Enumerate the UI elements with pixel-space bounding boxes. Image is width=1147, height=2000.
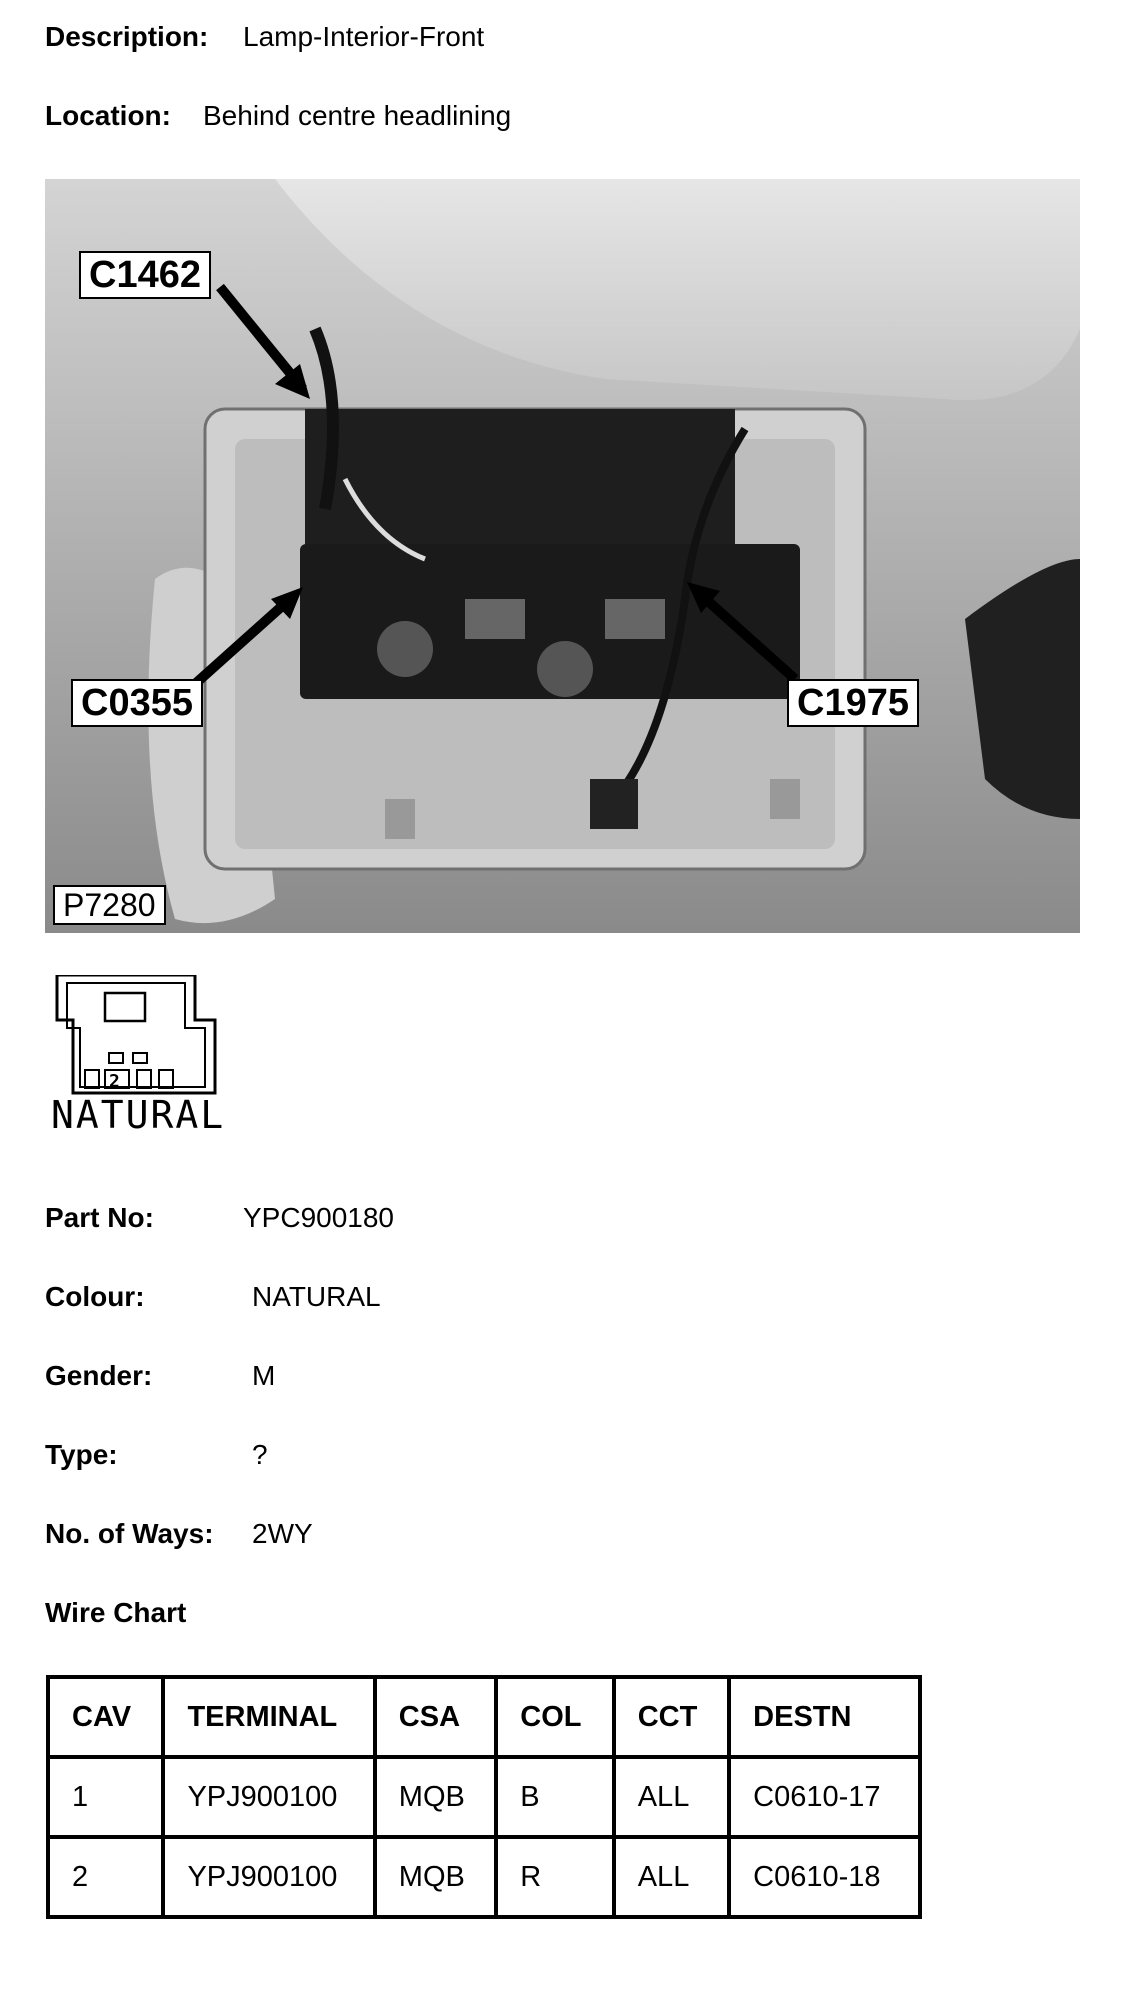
location-label: Location:	[45, 100, 171, 131]
cell-destn: C0610-17	[729, 1757, 920, 1837]
gender-row	[45, 1359, 276, 1393]
callout-c1462: C1462	[79, 251, 211, 299]
cell-cct: ALL	[614, 1757, 729, 1837]
cell-csa: MQB	[375, 1757, 496, 1837]
cavity-number-label: 2	[109, 1071, 120, 1092]
table-row	[48, 1837, 920, 1917]
part-no-row	[45, 1201, 395, 1235]
column-header-cav: CAV	[48, 1677, 163, 1757]
ways-value: 2WY	[252, 1518, 313, 1549]
location-row	[45, 99, 512, 133]
connector-outline	[45, 975, 275, 1095]
gender-value: M	[252, 1360, 276, 1391]
type-row	[45, 1438, 268, 1472]
photo-reference: P7280	[53, 885, 166, 925]
cell-csa: MQB	[375, 1837, 496, 1917]
description-value: Lamp-Interior-Front	[243, 21, 485, 52]
location-value: Behind centre headlining	[203, 100, 512, 131]
wire-chart-table	[46, 1675, 922, 1919]
wire-chart-title-row	[45, 1596, 186, 1630]
part-no-value: YPC900180	[243, 1202, 395, 1233]
table-header-row	[48, 1677, 920, 1757]
cell-cav: 2	[48, 1837, 163, 1917]
colour-row	[45, 1280, 381, 1314]
table-row	[48, 1757, 920, 1837]
callout-c1975: C1975	[787, 679, 919, 727]
connector-location-photo	[45, 179, 1080, 933]
cell-cct: ALL	[614, 1837, 729, 1917]
description-row	[45, 20, 485, 54]
column-header-cct: CCT	[614, 1677, 729, 1757]
column-header-csa: CSA	[375, 1677, 496, 1757]
description-label: Description:	[45, 21, 209, 52]
cell-terminal: YPJ900100	[163, 1757, 374, 1837]
part-no-label: Part No:	[45, 1202, 154, 1233]
cell-cav: 1	[48, 1757, 163, 1837]
connector-colour-text: NATURAL	[51, 1093, 226, 1137]
colour-label: Colour:	[45, 1281, 145, 1312]
gender-label: Gender:	[45, 1360, 153, 1391]
ways-row	[45, 1517, 313, 1551]
cell-col: R	[496, 1837, 613, 1917]
ways-label: No. of Ways:	[45, 1518, 214, 1549]
column-header-col: COL	[496, 1677, 613, 1757]
callout-c0355: C0355	[71, 679, 203, 727]
cell-destn: C0610-18	[729, 1837, 920, 1917]
type-value: ?	[252, 1439, 268, 1470]
colour-value: NATURAL	[252, 1281, 381, 1312]
cell-terminal: YPJ900100	[163, 1837, 374, 1917]
cell-col: B	[496, 1757, 613, 1837]
wire-chart-title: Wire Chart	[45, 1597, 187, 1628]
connector-face-diagram	[45, 975, 275, 1155]
column-header-destn: DESTN	[729, 1677, 920, 1757]
column-header-terminal: TERMINAL	[163, 1677, 374, 1757]
type-label: Type:	[45, 1439, 118, 1470]
